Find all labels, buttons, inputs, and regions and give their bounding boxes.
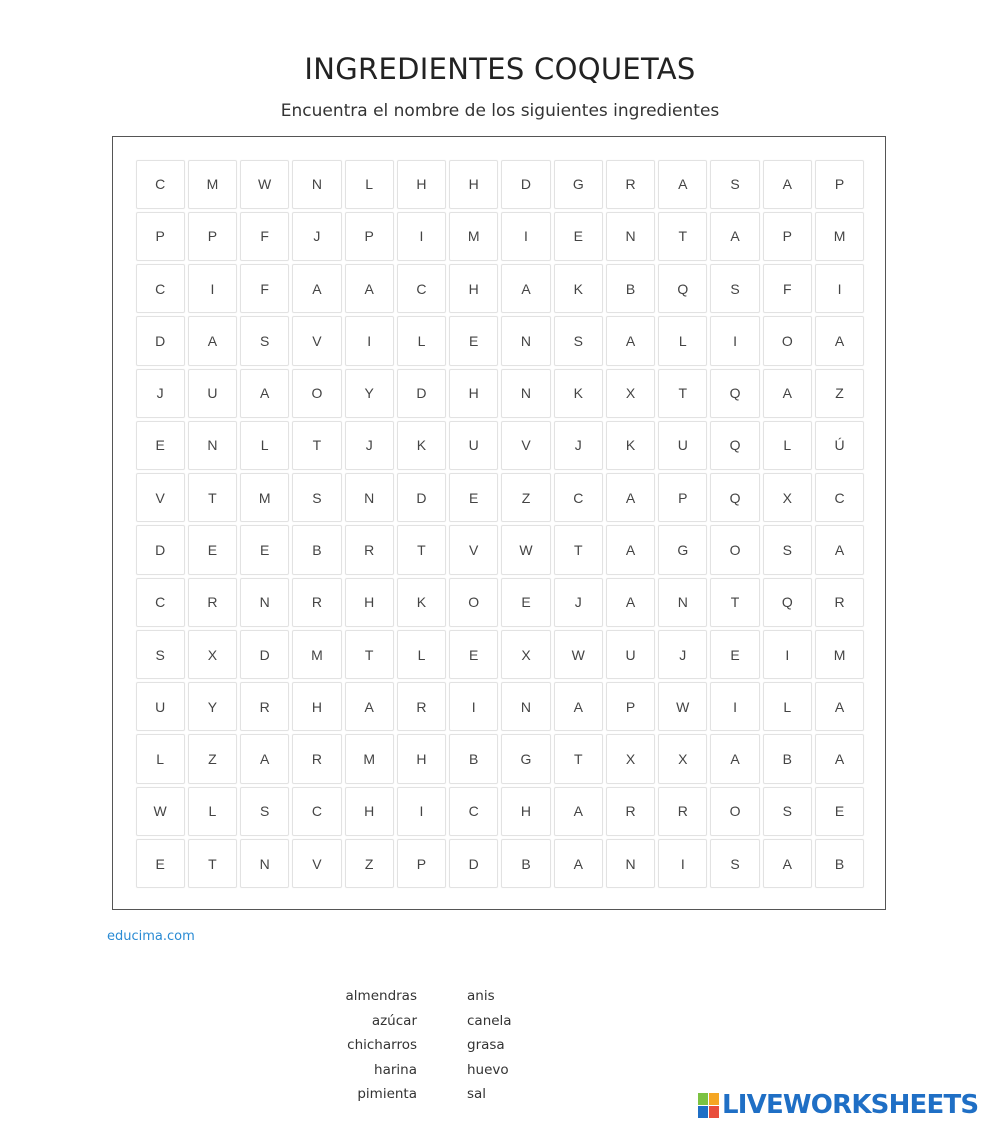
grid-cell[interactable]: A <box>292 264 341 313</box>
grid-cell[interactable]: E <box>449 316 498 365</box>
grid-cell[interactable]: A <box>815 316 864 365</box>
grid-cell[interactable]: N <box>292 160 341 209</box>
grid-cell[interactable]: H <box>449 264 498 313</box>
grid-cell[interactable]: I <box>658 839 707 888</box>
word-item: canela <box>467 1012 512 1029</box>
grid-cell[interactable]: L <box>240 421 289 470</box>
grid-cell[interactable]: Ú <box>815 421 864 470</box>
grid-cell[interactable]: L <box>763 682 812 731</box>
grid-cell[interactable]: D <box>240 630 289 679</box>
grid-cell[interactable]: L <box>397 630 446 679</box>
grid-cell[interactable]: T <box>345 630 394 679</box>
grid-cell[interactable]: I <box>710 316 759 365</box>
grid-cell[interactable]: S <box>136 630 185 679</box>
grid-cell[interactable]: B <box>449 734 498 783</box>
grid-cell[interactable]: C <box>397 264 446 313</box>
grid-cell[interactable]: G <box>658 525 707 574</box>
grid-cell[interactable]: M <box>188 160 237 209</box>
grid-cell[interactable]: E <box>710 630 759 679</box>
grid-cell[interactable]: M <box>292 630 341 679</box>
grid-cell[interactable]: Q <box>658 264 707 313</box>
grid-cell[interactable]: T <box>658 369 707 418</box>
grid-cell[interactable]: P <box>136 212 185 261</box>
grid-cell[interactable]: T <box>554 734 603 783</box>
grid-cell[interactable]: E <box>449 473 498 522</box>
grid-cell[interactable]: A <box>606 525 655 574</box>
grid-cell[interactable]: L <box>658 316 707 365</box>
word-item: azúcar <box>371 1012 417 1029</box>
grid-cell[interactable]: A <box>240 369 289 418</box>
grid-cell[interactable]: A <box>554 787 603 836</box>
grid-cell[interactable]: U <box>188 369 237 418</box>
grid-cell[interactable]: C <box>292 787 341 836</box>
grid-cell[interactable]: A <box>763 839 812 888</box>
grid-cell[interactable]: V <box>292 316 341 365</box>
grid-cell[interactable]: N <box>188 421 237 470</box>
grid-cell[interactable]: R <box>292 578 341 627</box>
grid-cell[interactable]: W <box>554 630 603 679</box>
grid-cell[interactable]: N <box>658 578 707 627</box>
grid-cell[interactable]: A <box>501 264 550 313</box>
word-item: chicharros <box>347 1037 417 1054</box>
grid-cell[interactable]: T <box>397 525 446 574</box>
word-item: sal <box>467 1086 487 1103</box>
grid-cell[interactable]: S <box>710 264 759 313</box>
grid-cell[interactable]: N <box>501 316 550 365</box>
word-item: grasa <box>467 1037 505 1054</box>
grid-cell[interactable]: S <box>710 160 759 209</box>
grid-cell[interactable]: M <box>815 212 864 261</box>
grid-cell[interactable]: A <box>345 264 394 313</box>
grid-cell[interactable]: R <box>292 734 341 783</box>
grid-cell[interactable]: D <box>397 473 446 522</box>
grid-cell[interactable]: L <box>763 421 812 470</box>
grid-cell[interactable]: J <box>136 369 185 418</box>
grid-cell[interactable]: R <box>606 787 655 836</box>
grid-cell[interactable]: G <box>554 160 603 209</box>
grid-cell[interactable]: T <box>188 473 237 522</box>
grid-cell[interactable]: K <box>554 264 603 313</box>
grid-cell[interactable]: E <box>240 525 289 574</box>
grid-cell[interactable]: X <box>501 630 550 679</box>
word-item: anis <box>467 988 495 1004</box>
logo-block <box>709 1093 719 1105</box>
grid-cell[interactable]: A <box>606 473 655 522</box>
grid-cell[interactable]: V <box>501 421 550 470</box>
grid-cell[interactable]: C <box>554 473 603 522</box>
grid-cell[interactable]: K <box>606 421 655 470</box>
grid-cell[interactable]: C <box>136 160 185 209</box>
grid-cell[interactable]: T <box>292 421 341 470</box>
grid-cell[interactable]: K <box>554 369 603 418</box>
grid-cell[interactable]: P <box>188 212 237 261</box>
grid-cell[interactable]: C <box>449 787 498 836</box>
grid-cell[interactable]: B <box>501 839 550 888</box>
grid-cell[interactable]: H <box>292 682 341 731</box>
logo-block <box>709 1106 719 1118</box>
grid-cell[interactable]: Z <box>815 369 864 418</box>
grid-cell[interactable]: B <box>292 525 341 574</box>
grid-cell[interactable]: D <box>136 525 185 574</box>
grid-cell[interactable]: J <box>554 421 603 470</box>
grid-cell[interactable]: A <box>763 369 812 418</box>
grid-cell[interactable]: C <box>136 578 185 627</box>
grid-cell[interactable]: T <box>188 839 237 888</box>
grid-cell[interactable]: J <box>292 212 341 261</box>
grid-cell[interactable]: W <box>240 160 289 209</box>
grid-cell[interactable]: P <box>345 212 394 261</box>
grid-cell[interactable]: F <box>763 264 812 313</box>
grid-cell[interactable]: L <box>397 316 446 365</box>
grid-cell[interactable]: A <box>554 839 603 888</box>
grid-cell[interactable]: I <box>815 264 864 313</box>
grid-cell[interactable]: N <box>606 839 655 888</box>
grid-cell[interactable]: Q <box>763 578 812 627</box>
grid-cell[interactable]: N <box>606 212 655 261</box>
grid-cell[interactable]: R <box>606 160 655 209</box>
grid-cell[interactable]: E <box>136 421 185 470</box>
grid-cell[interactable]: Y <box>188 682 237 731</box>
grid-cell[interactable]: I <box>763 630 812 679</box>
grid-cell[interactable]: D <box>136 316 185 365</box>
grid-cell[interactable]: H <box>345 578 394 627</box>
grid-cell[interactable]: I <box>449 682 498 731</box>
word-list-left <box>300 986 417 1109</box>
grid-cell[interactable]: P <box>397 839 446 888</box>
grid-cell[interactable]: U <box>606 630 655 679</box>
grid-cell[interactable]: P <box>606 682 655 731</box>
grid-cell[interactable]: X <box>763 473 812 522</box>
grid-cell[interactable]: F <box>240 264 289 313</box>
grid-cell[interactable]: U <box>136 682 185 731</box>
grid-cell[interactable]: P <box>658 473 707 522</box>
grid-cell[interactable]: D <box>449 839 498 888</box>
grid-cell[interactable]: X <box>658 734 707 783</box>
grid-cell[interactable]: A <box>240 734 289 783</box>
grid-cell[interactable]: A <box>710 734 759 783</box>
grid-cell[interactable]: I <box>397 787 446 836</box>
grid-cell[interactable]: S <box>554 316 603 365</box>
grid-cell[interactable]: N <box>345 473 394 522</box>
grid-cell[interactable]: Z <box>501 473 550 522</box>
grid-cell[interactable]: M <box>240 473 289 522</box>
grid-cell[interactable]: A <box>345 682 394 731</box>
grid-cell[interactable]: N <box>501 682 550 731</box>
grid-cell[interactable]: S <box>240 787 289 836</box>
grid-cell[interactable]: A <box>658 160 707 209</box>
grid-cell[interactable]: M <box>345 734 394 783</box>
grid-cell[interactable]: W <box>136 787 185 836</box>
grid-cell[interactable]: S <box>240 316 289 365</box>
grid-cell[interactable]: U <box>449 421 498 470</box>
credit-link[interactable]: educima.com <box>107 929 195 944</box>
grid-cell[interactable]: T <box>554 525 603 574</box>
grid-cell[interactable]: V <box>136 473 185 522</box>
grid-cell[interactable]: M <box>815 630 864 679</box>
grid-cell[interactable]: E <box>136 839 185 888</box>
grid-cell[interactable]: J <box>658 630 707 679</box>
grid-cell[interactable]: R <box>345 525 394 574</box>
logo-icon <box>698 1093 719 1118</box>
grid-cell[interactable]: S <box>763 525 812 574</box>
grid-cell[interactable]: S <box>763 787 812 836</box>
grid-cell[interactable]: A <box>554 682 603 731</box>
grid-cell[interactable]: Z <box>345 839 394 888</box>
grid-cell[interactable]: P <box>763 212 812 261</box>
grid-cell[interactable]: E <box>554 212 603 261</box>
logo-block <box>698 1106 708 1118</box>
logo-block <box>698 1093 708 1105</box>
grid-cell[interactable]: K <box>397 421 446 470</box>
grid-cell[interactable]: O <box>292 369 341 418</box>
grid-cell[interactable]: C <box>815 473 864 522</box>
grid-cell[interactable]: A <box>606 578 655 627</box>
grid-cell[interactable]: L <box>188 787 237 836</box>
grid-cell[interactable]: M <box>449 212 498 261</box>
grid-cell[interactable]: I <box>710 682 759 731</box>
grid-cell[interactable]: E <box>501 578 550 627</box>
grid-cell[interactable]: H <box>397 160 446 209</box>
grid-cell[interactable]: T <box>658 212 707 261</box>
grid-cell[interactable]: H <box>345 787 394 836</box>
grid-cell[interactable]: L <box>345 160 394 209</box>
grid-cell[interactable]: E <box>815 787 864 836</box>
grid-cell[interactable]: O <box>710 787 759 836</box>
word-item: pimienta <box>357 1086 417 1103</box>
grid-cell[interactable]: N <box>240 839 289 888</box>
grid-cell[interactable]: C <box>136 264 185 313</box>
grid-cell[interactable]: O <box>710 525 759 574</box>
grid-cell[interactable]: W <box>658 682 707 731</box>
word-item: harina <box>374 1061 417 1078</box>
grid-cell[interactable]: R <box>240 682 289 731</box>
grid-cell[interactable]: N <box>501 369 550 418</box>
grid-cell[interactable]: Z <box>188 734 237 783</box>
word-item: almendras <box>345 988 417 1004</box>
grid-cell[interactable]: L <box>136 734 185 783</box>
grid-cell[interactable]: W <box>501 525 550 574</box>
grid-cell[interactable]: H <box>397 734 446 783</box>
grid-cell[interactable]: U <box>658 421 707 470</box>
grid-cell[interactable]: A <box>710 212 759 261</box>
grid-cell[interactable]: S <box>292 473 341 522</box>
grid-cell[interactable]: A <box>815 682 864 731</box>
grid-cell[interactable]: Q <box>710 369 759 418</box>
word-search-grid <box>134 158 866 890</box>
grid-cell[interactable]: R <box>815 578 864 627</box>
liveworksheets-logo <box>698 1089 978 1121</box>
grid-cell[interactable]: H <box>449 160 498 209</box>
grid-cell[interactable]: J <box>554 578 603 627</box>
grid-cell[interactable]: T <box>710 578 759 627</box>
grid-cell[interactable]: S <box>710 839 759 888</box>
grid-cell[interactable]: I <box>501 212 550 261</box>
page-title: INGREDIENTES COQUETAS <box>304 52 696 86</box>
grid-cell[interactable]: V <box>449 525 498 574</box>
logo-text: LIVEWORKSHEETS <box>722 1090 979 1120</box>
grid-cell[interactable]: V <box>292 839 341 888</box>
grid-cell[interactable]: I <box>345 316 394 365</box>
grid-cell[interactable]: D <box>501 160 550 209</box>
grid-cell[interactable]: I <box>397 212 446 261</box>
grid-cell[interactable]: O <box>763 316 812 365</box>
word-list-right <box>467 986 587 1109</box>
grid-cell[interactable]: Y <box>345 369 394 418</box>
grid-cell[interactable]: H <box>501 787 550 836</box>
grid-cell[interactable]: K <box>397 578 446 627</box>
grid-cell[interactable]: A <box>188 316 237 365</box>
page-subtitle: Encuentra el nombre de los siguientes ingredientes <box>280 101 720 121</box>
grid-cell[interactable]: Q <box>710 473 759 522</box>
grid-cell[interactable]: P <box>815 160 864 209</box>
grid-cell[interactable]: D <box>397 369 446 418</box>
grid-cell[interactable]: B <box>763 734 812 783</box>
grid-cell[interactable]: A <box>815 734 864 783</box>
grid-cell[interactable]: H <box>449 369 498 418</box>
grid-cell[interactable]: O <box>449 578 498 627</box>
grid-cell[interactable]: R <box>658 787 707 836</box>
grid-cell[interactable]: X <box>188 630 237 679</box>
word-item: huevo <box>467 1061 509 1078</box>
grid-cell[interactable]: B <box>815 839 864 888</box>
grid-cell[interactable]: G <box>501 734 550 783</box>
grid-cell[interactable]: A <box>763 160 812 209</box>
grid-cell[interactable]: E <box>188 525 237 574</box>
grid-cell[interactable]: B <box>606 264 655 313</box>
grid-cell[interactable]: N <box>240 578 289 627</box>
grid-cell[interactable]: X <box>606 369 655 418</box>
grid-cell[interactable]: A <box>815 525 864 574</box>
grid-cell[interactable]: A <box>606 316 655 365</box>
grid-cell[interactable]: R <box>188 578 237 627</box>
grid-cell[interactable]: J <box>345 421 394 470</box>
grid-cell[interactable]: X <box>606 734 655 783</box>
grid-cell[interactable]: E <box>449 630 498 679</box>
grid-cell[interactable]: Q <box>710 421 759 470</box>
grid-cell[interactable]: R <box>397 682 446 731</box>
grid-cell[interactable]: I <box>188 264 237 313</box>
grid-cell[interactable]: F <box>240 212 289 261</box>
